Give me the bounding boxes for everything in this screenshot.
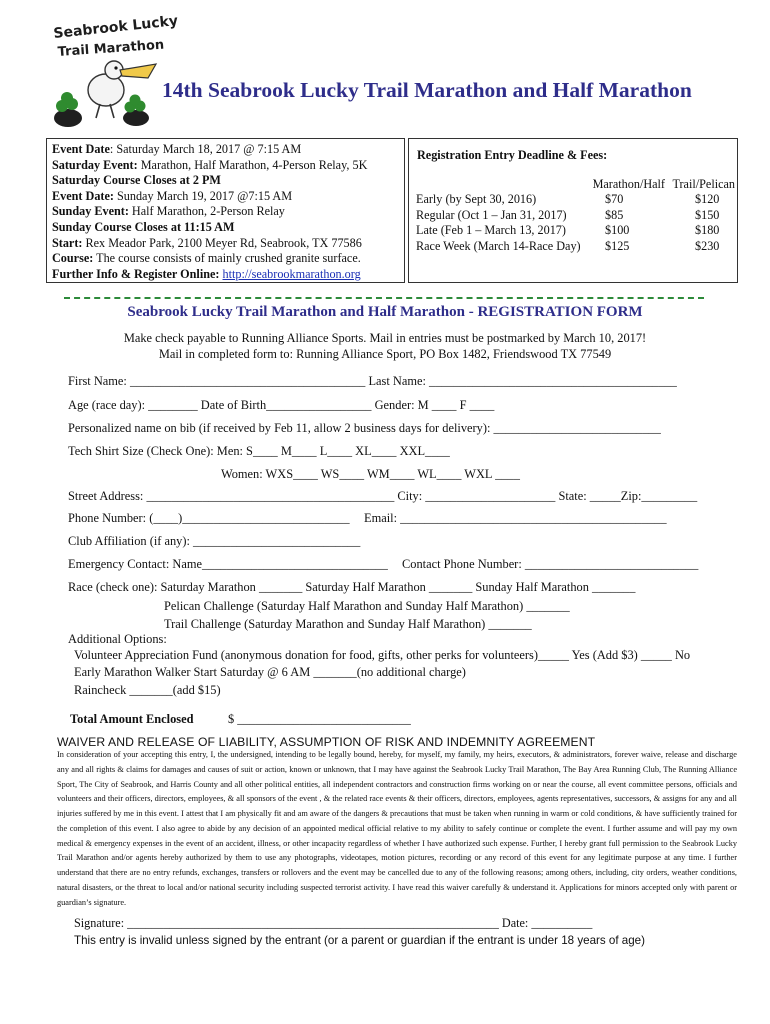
sunday-event: Sunday Event: Half Marathon, 2-Person Relay (52, 204, 285, 219)
saturday-event: Saturday Event: Marathon, Half Marathon, 4-Person Relay, 5K (52, 157, 368, 172)
col-trail-pelican: Trail/Pelican (672, 177, 735, 191)
raincheck-option[interactable]: Raincheck _______(add $15) (74, 683, 221, 697)
club-affiliation-field[interactable]: Club Affiliation (if any): ___________________________ (68, 534, 361, 548)
sunday-course-closes: Sunday Course Closes at 11:15 AM (52, 219, 235, 234)
event-info-box (46, 138, 405, 283)
volunteer-fund-option[interactable]: Volunteer Appreciation Fund (anonymous donation for food, gifts, other perks for volunteers)_____ Yes (Add $3) _____ No (74, 648, 691, 662)
address-fields[interactable]: Street Address: ________________________________________ City: _____________________ State: _____Zip:_________ (68, 489, 698, 503)
trail-challenge-option[interactable]: Trail Challenge (Saturday Marathon and Sunday Half Marathon) _______ (164, 617, 532, 631)
walker-start-option[interactable]: Early Marathon Walker Start Saturday @ 6 AM _______(no additional charge) (74, 665, 466, 679)
svg-text:Trail Marathon: Trail Marathon (57, 37, 165, 60)
emergency-contact-field[interactable]: Emergency Contact: Name______________________________ (68, 557, 388, 571)
women-shirt-size-options[interactable]: Women: WXS____ WS____ WM____ WL____ WXL ____ (221, 467, 520, 481)
page-title: 14th Seabrook Lucky Trail Marathon and Half Marathon (162, 78, 692, 102)
signature-date-fields[interactable]: Signature: _____________________________________________________________ Date: __________ (74, 916, 593, 930)
registration-form-title: Seabrook Lucky Trail Marathon and Half Marathon - REGISTRATION FORM (127, 304, 643, 320)
minor-signature-note: This entry is invalid unless signed by the entrant (or a parent or guardian if the entrant is under 18 years of age) (74, 934, 645, 947)
event-date-saturday: Event Date: Saturday March 18, 2017 @ 7:15 AM (52, 142, 302, 156)
race-selection[interactable]: Race (check one): Saturday Marathon _______ Saturday Half Marathon _______ Sunday Half Marathon _______ (68, 580, 636, 594)
check-payable-instructions: Make check payable to Running Alliance Sports. Mail in entries must be postmarked by March 10, 2017! (123, 331, 647, 345)
website-link[interactable]: http://seabrookmarathon.org (222, 266, 361, 281)
course-description: Course: The course consists of mainly crushed granite surface. (52, 251, 361, 266)
fees-row: Late (Feb 1 – March 13, 2017) $100 $180 (416, 223, 720, 238)
fees-row: Early (by Sept 30, 2016) $70 $120 (416, 192, 720, 207)
fees-box (408, 138, 738, 283)
additional-options-label: Additional Options: (68, 632, 167, 646)
event-date-sunday: Event Date: Sunday March 19, 2017 @7:15 AM (52, 188, 293, 203)
mail-to-instructions: Mail in completed form to: Running Alliance Sport, PO Box 1482, Friendswood TX 77549 (158, 347, 612, 361)
total-amount-field[interactable]: $ ____________________________ (228, 712, 411, 726)
col-marathon-half: Marathon/Half (592, 177, 665, 191)
fees-header-row (416, 177, 735, 192)
total-amount-label: Total Amount Enclosed (70, 712, 194, 726)
pelican-challenge-option[interactable]: Pelican Challenge (Saturday Half Marathon and Sunday Half Marathon) _______ (164, 599, 570, 613)
svg-text:Seabrook Lucky: Seabrook Lucky (52, 12, 179, 42)
race-logo (44, 12, 179, 133)
name-fields[interactable]: First Name: ______________________________________ Last Name: ________________________________________ (68, 374, 677, 388)
cut-line-divider (64, 297, 704, 299)
fees-heading: Registration Entry Deadline & Fees: (417, 148, 608, 162)
email-field[interactable]: Email: ___________________________________________ (364, 511, 667, 525)
phone-field[interactable]: Phone Number: (____)___________________________ (68, 511, 350, 525)
men-shirt-size-options[interactable]: Tech Shirt Size (Check One): Men: S____ M____ L____ XL____ XXL____ (68, 444, 450, 458)
bib-name-field[interactable]: Personalized name on bib (if received by Feb 11, allow 2 business days for delivery): ___________________________ (68, 421, 661, 435)
waiver-heading: WAIVER AND RELEASE OF LIABILITY, ASSUMPTION OF RISK AND INDEMNITY AGREEMENT (57, 735, 596, 749)
fees-table (416, 177, 735, 254)
fees-row: Race Week (March 14-Race Day) $125 $230 (416, 238, 720, 253)
fees-row: Regular (Oct 1 – Jan 31, 2017) $85 $150 (416, 207, 720, 222)
start-location: Start: Rex Meador Park, 2100 Meyer Rd, Seabrook, TX 77586 (52, 235, 362, 250)
age-dob-gender-fields[interactable]: Age (race day): ________ Date of Birth_________________ Gender: M ____ F ____ (68, 398, 495, 412)
emergency-phone-field[interactable]: Contact Phone Number: ____________________________ (402, 557, 699, 571)
waiver-text: In consideration of your accepting this entry, I, the undersigned, intending to be legally bound, hereby, for myself, my family, my heirs, executors, & administrators, forever waive, release and discharge any and all rights & claims for damages and causes of suit or action, known or unknown, that I may have against the Seabrook Lucky Trail Marathon, The Bay Area Running Club, The Running Alliance Sport, The City of Seabrook, and Harris County and all other political entities, all independent contractors and construction firms working on or near the course, all event committee persons, officials and volunteers and their officers, directors, employees, & all sponsors of the event , & the related race events & their officers, directors, employees, agents representatives, successors, & assigns for any and all injuries suffered by me in this event. I attest that I am physically fit and am aware of the dangers & precautions that must be taken when running in warm or cold conditions, & have sufficiently trained for the completion of this event. I also agree to abide by any decision of an appointed medical official relative to my ability to safely continue or complete the event. I further assume and will pay my own medical & emergency expenses in the event of an accident, illness, or other incapacity regardless of whether I have authorized such expense. Further, I hereby grant full permission to the Seabrook Lucky Trail Marathon and/or agents hereby authorized by them to use any photographs, videotapes, motion pictures, recording or any record of this event for any legitimate purpose at any time. I further understand that there are no entry refunds, exchanges, transfers or rollovers and the event may be cancelled due to any of the following reasons; among others, including, city orders, weather conditions, natural disasters, or the threat to local and/or national security including suspected terrorist activity. I have read this waiver carefully & understand it. Applications for minors accepted only with parent or guardian’s signature. (57, 750, 737, 907)
further-info: Further Info & Register Online: http://seabrookmarathon.org (52, 266, 361, 281)
saturday-course-closes: Saturday Course Closes at 2 PM (52, 173, 221, 188)
